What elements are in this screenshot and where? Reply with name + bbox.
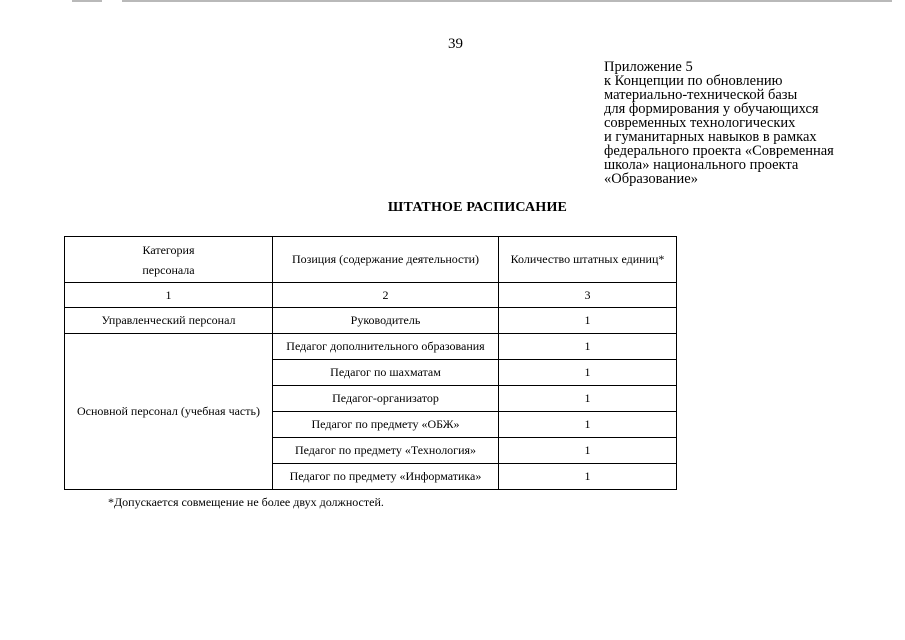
appendix-line: федерального проекта «Современная: [604, 143, 834, 159]
position-cell: Педагог по предмету «ОБЖ»: [273, 412, 499, 438]
position-cell: Педагог по шахматам: [273, 360, 499, 386]
appendix-line: современных технологических: [604, 115, 796, 131]
appendix-line: для формирования у обучающихся: [604, 101, 819, 117]
appendix-line: школа» национального проекта: [604, 157, 799, 173]
position-cell: Руководитель: [273, 308, 499, 334]
table-header-row: [65, 237, 677, 283]
quantity-cell: 1: [499, 412, 677, 438]
quantity-cell: 1: [499, 464, 677, 490]
header-category-line2: персонала: [142, 262, 195, 277]
page-number: 39: [448, 36, 463, 52]
quantity-cell: 1: [499, 360, 677, 386]
scan-edge-line: [122, 0, 892, 2]
header-quantity: Количество штатных единиц*: [499, 237, 677, 283]
header-position: Позиция (содержание деятельности): [273, 237, 499, 283]
quantity-cell: 1: [499, 334, 677, 360]
header-category-line1: Категория: [142, 242, 195, 257]
footnote: *Допускается совмещение не более двух должностей.: [108, 495, 384, 509]
document-title: ШТАТНОЕ РАСПИСАНИЕ: [387, 200, 568, 215]
scan-edge-line: [72, 0, 102, 2]
quantity-cell: 1: [499, 308, 677, 334]
category-management: Управленческий персонал: [65, 308, 273, 334]
column-number: 1: [65, 283, 273, 308]
table-row: [65, 334, 677, 360]
appendix-line: к Концепции по обновлению: [604, 73, 783, 89]
staff-schedule-table: [64, 236, 677, 490]
quantity-cell: 1: [499, 438, 677, 464]
header-category: [65, 237, 273, 283]
appendix-line: «Образование»: [604, 171, 698, 187]
column-number-row: [65, 283, 677, 308]
column-number: 2: [273, 283, 499, 308]
category-main-staff: Основной персонал (учебная часть): [65, 334, 273, 490]
appendix-line: и гуманитарных навыков в рамках: [604, 129, 817, 145]
quantity-cell: 1: [499, 386, 677, 412]
position-cell: Педагог по предмету «Информатика»: [273, 464, 499, 490]
appendix-line: материально-технической базы: [604, 87, 798, 103]
position-cell: Педагог-организатор: [273, 386, 499, 412]
appendix-reference: [604, 60, 874, 186]
column-number: 3: [499, 283, 677, 308]
position-cell: Педагог дополнительного образования: [273, 334, 499, 360]
position-cell: Педагог по предмету «Технология»: [273, 438, 499, 464]
table-row: [65, 308, 677, 334]
appendix-line: Приложение 5: [604, 59, 693, 75]
